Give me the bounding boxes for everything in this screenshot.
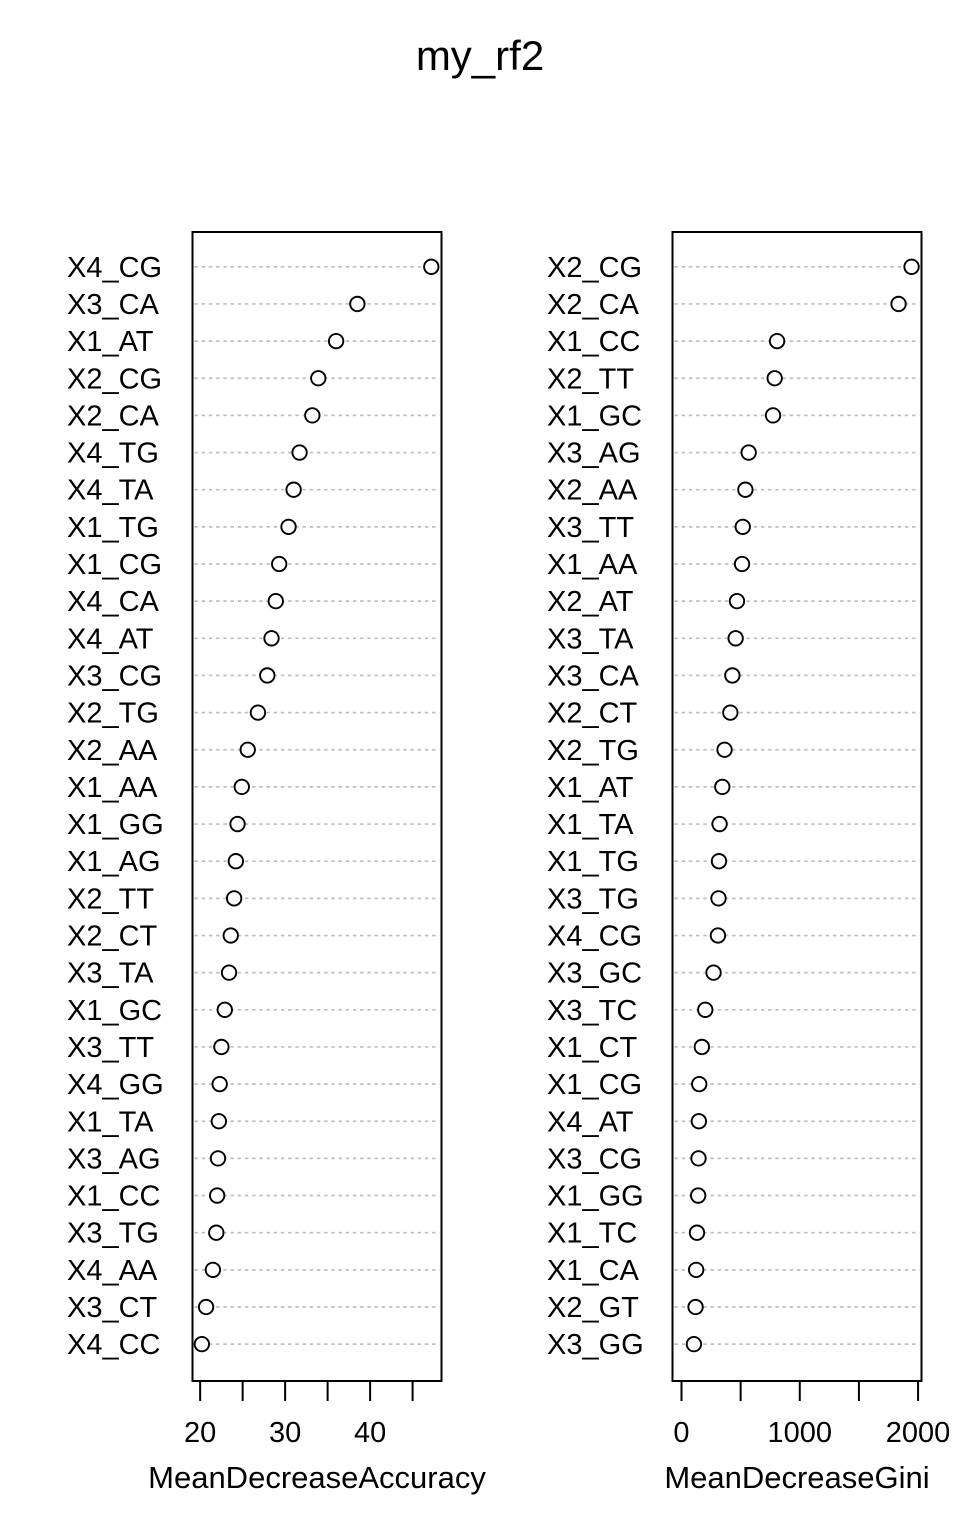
row-label: X1_GG [67,809,164,842]
chart-title: my_rf2 [415,32,545,79]
data-point [706,965,720,979]
row-label: X4_CG [547,920,643,953]
data-point [292,445,306,459]
row-label: X2_CT [547,697,638,730]
row-label: X1_CG [67,549,163,581]
data-point [695,1040,709,1054]
data-point [741,445,755,459]
row-label: X2_CA [547,288,639,321]
data-point [692,1077,706,1091]
row-label: X2_CG [67,363,163,396]
row-label: X2_TT [547,363,635,396]
row-label: X1_AT [547,771,634,804]
data-point [904,260,918,274]
row-label: X2_AA [67,734,158,767]
data-point [210,1188,224,1202]
data-point [251,705,265,719]
row-label: X4_AT [67,623,154,656]
row-label: X3_CA [547,660,639,693]
row-label: X1_AA [67,771,158,804]
row-label: X1_TG [547,846,639,879]
data-point [212,1077,226,1091]
data-point [235,780,249,794]
row-label: X1_TA [67,1106,154,1139]
data-point [691,1151,705,1165]
row-label: X1_GG [547,1180,644,1213]
data-point [687,1337,701,1351]
data-point [350,297,364,311]
data-point [206,1263,220,1277]
row-label: X2_AT [547,586,634,619]
row-label: X2_CT [67,920,158,953]
data-point [222,965,236,979]
data-point [691,1188,705,1202]
data-point [711,891,725,905]
data-point [286,483,300,497]
importance-panel-gini [547,232,950,1495]
data-point [329,334,343,348]
axis-tick-label: 20 [184,1417,217,1449]
data-point [241,743,255,757]
row-label: X4_AT [547,1106,634,1139]
row-label: X4_GG [67,1069,164,1102]
data-point [717,743,731,757]
data-point [224,928,238,942]
data-point [728,631,742,645]
row-label: X2_TG [67,697,159,730]
axis-tick-label: 2000 [885,1417,951,1449]
data-point [305,408,319,422]
data-point [311,371,325,385]
data-point [214,1040,228,1054]
x-axis-label: MeanDecreaseAccuracy [148,1460,486,1495]
row-label: X2_AA [547,474,638,507]
data-point [692,1114,706,1128]
data-point [227,891,241,905]
data-point [711,928,725,942]
row-label: X3_TT [547,511,635,544]
row-label: X1_CG [547,1069,643,1102]
row-label: X4_CC [67,1329,161,1362]
data-point [424,260,438,274]
row-label: X2_CA [67,400,159,433]
data-point [715,780,729,794]
data-point [209,1226,223,1240]
row-label: X3_TG [67,1217,159,1250]
row-label: X1_CC [547,326,641,359]
row-label: X4_CA [67,586,159,619]
row-label: X3_CG [547,1143,643,1176]
row-label: X3_GG [547,1329,644,1362]
data-point [730,594,744,608]
row-label: X3_AG [547,437,641,470]
data-point [768,371,782,385]
row-label: X3_TA [67,957,154,990]
data-point [212,1114,226,1128]
data-point [281,520,295,534]
axis-tick-label: 0 [673,1417,690,1449]
row-label: X1_AG [67,846,161,879]
row-label: X3_TG [547,883,639,916]
axis-tick-label: 1000 [767,1417,833,1449]
row-label: X4_TA [67,474,154,507]
row-label: X1_GC [67,994,163,1027]
row-label: X1_TC [547,1217,638,1250]
data-point [736,520,750,534]
row-label: X3_CG [67,660,163,693]
axis-tick-label: 40 [353,1417,387,1449]
data-point [269,594,283,608]
data-point [688,1300,702,1314]
row-label: X1_CC [67,1180,161,1213]
data-point [725,668,739,682]
row-label: X1_TA [547,809,634,842]
data-point [690,1226,704,1240]
row-label: X3_CT [67,1292,158,1324]
data-point [723,705,737,719]
x-axis-label: MeanDecreaseGini [664,1460,930,1495]
row-label: X1_AA [547,549,638,581]
row-label: X1_AT [67,326,154,359]
row-label: X4_TG [67,437,159,470]
data-point [195,1337,209,1351]
row-label: X3_TA [547,623,634,656]
axis-tick-label: 30 [268,1417,302,1449]
importance-panel-accuracy [67,232,486,1495]
data-point [218,1003,232,1017]
data-point [712,854,726,868]
data-point [770,334,784,348]
panel-border [193,232,442,1381]
data-point [199,1300,213,1314]
row-label: X3_GC [547,957,643,990]
panels [67,232,950,1495]
row-label: X2_TG [547,734,639,767]
row-label: X3_AG [67,1143,161,1176]
panel-border [673,232,922,1381]
row-label: X1_TG [67,511,159,544]
data-point [230,817,244,831]
data-point [766,408,780,422]
row-label: X1_CT [547,1031,638,1064]
row-label: X4_AA [67,1254,158,1287]
data-point [689,1263,703,1277]
data-point [272,557,286,571]
data-point [698,1003,712,1017]
row-label: X3_TC [547,994,638,1027]
row-label: X4_CG [67,251,163,284]
row-label: X3_TT [67,1031,155,1064]
row-label: X2_GT [547,1292,639,1324]
data-point [229,854,243,868]
row-label: X3_CA [67,288,159,321]
row-label: X2_TT [67,883,155,916]
data-point [712,817,726,831]
row-label: X1_GC [547,400,643,433]
data-point [891,297,905,311]
row-label: X2_CG [547,251,643,284]
row-label: X1_CA [547,1254,639,1287]
data-point [260,668,274,682]
data-point [264,631,278,645]
data-point [738,483,752,497]
data-point [211,1151,225,1165]
data-point [735,557,749,571]
